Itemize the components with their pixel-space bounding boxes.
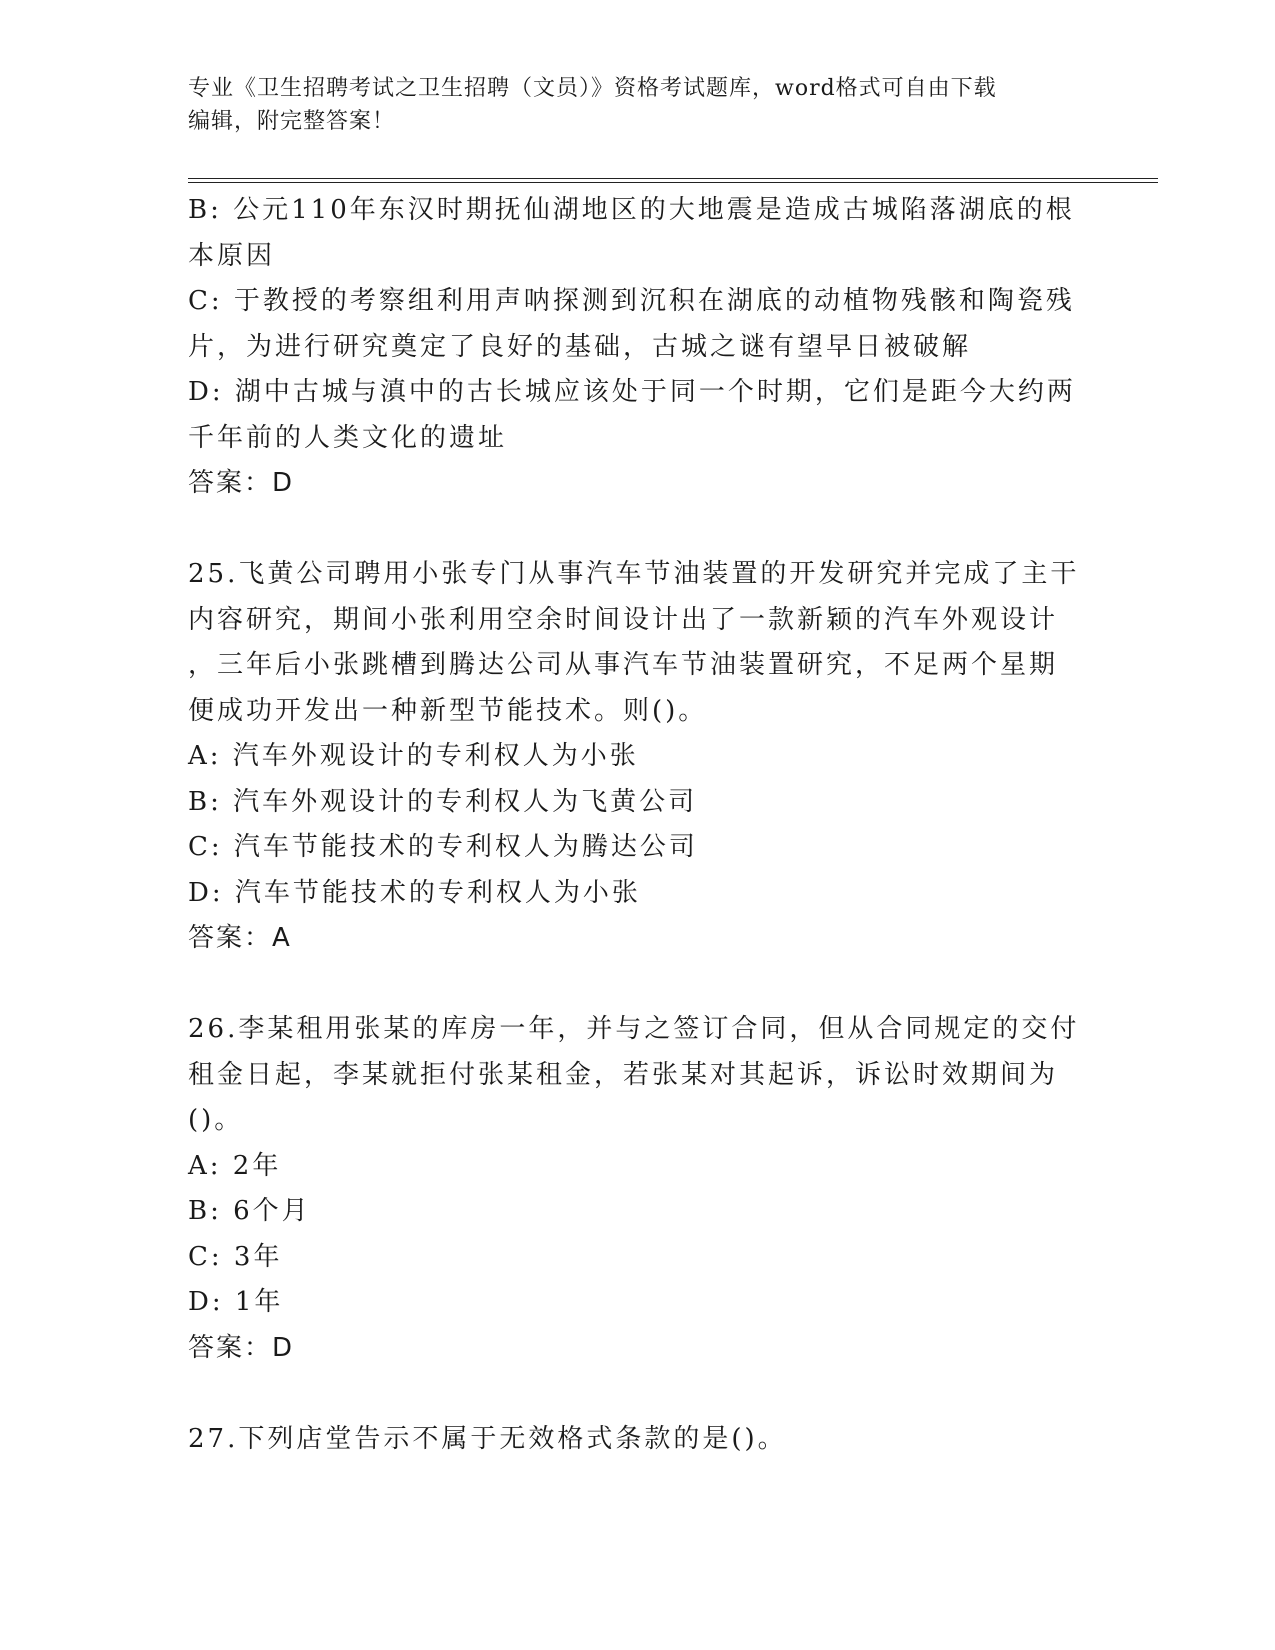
q25-stem-line4: 便成功开发出一种新型节能技术。则()。: [188, 695, 708, 726]
q25-option-d: D: 汽车节能技术的专利权人为小张: [188, 877, 641, 908]
q24-option-c-line1: C: 于教授的考察组利用声呐探测到沉积在湖底的动植物残骸和陶瓷残: [188, 286, 1075, 316]
q26-option-d: D: 1年: [188, 1287, 284, 1317]
spacer: [188, 507, 1088, 553]
q24-option-b-line2: 本原因: [188, 240, 276, 271]
q26-stem-line2: 租金日起，李某就拒付张某租金，若张某对其起诉，诉讼时效期间为: [188, 1059, 1059, 1090]
q25-stem-line3: ，三年后小张跳槽到腾达公司从事汽车节油装置研究，不足两个星期: [188, 650, 1059, 680]
q26-stem-line1: 26.李某租用张某的库房一年，并与之签订合同，但从合同规定的交付: [188, 1014, 1080, 1044]
q25-stem-line2: 内容研究，期间小张利用空余时间设计出了一款新颖的汽车外观设计: [188, 604, 1059, 635]
q26-option-c: C: 3年: [188, 1241, 283, 1272]
question-27: [188, 1417, 1088, 1463]
q26-option-b: B: 6个月: [188, 1196, 311, 1226]
q26-stem-line3: ()。: [188, 1105, 244, 1135]
header-line-2: 编辑，附完整答案！: [188, 109, 396, 134]
q24-answer: 答案：D: [188, 468, 295, 498]
q25-option-b: B: 汽车外观设计的专利权人为飞黄公司: [188, 786, 698, 817]
q25-answer: 答案：A: [188, 923, 292, 953]
q24-option-c-line2: 片，为进行研究奠定了良好的基础，古城之谜有望早日被破解: [188, 331, 972, 362]
header-divider: [188, 178, 1158, 183]
header-line-1: 专业《卫生招聘考试之卫生招聘（文员）》资格考试题库，word格式可自由下载: [188, 76, 997, 101]
q25-option-a: A: 汽车外观设计的专利权人为小张: [188, 741, 639, 771]
q27-stem-line1: 27.下列店堂告示不属于无效格式条款的是()。: [188, 1423, 787, 1454]
spacer: [188, 962, 1088, 1008]
q24-option-d-line1: D: 湖中古城与滇中的古长城应该处于同一个时期，它们是距今大约两: [188, 377, 1076, 407]
spacer: [188, 1371, 1088, 1417]
question-26: [188, 1007, 1088, 1371]
q25-option-c: C: 汽车节能技术的专利权人为腾达公司: [188, 832, 698, 862]
q24-option-b-line1: B: 公元110年东汉时期抚仙湖地区的大地震是造成古城陷落湖底的根: [188, 195, 1075, 225]
question-content: [188, 188, 1088, 1462]
document-header: [188, 72, 1088, 138]
q26-answer: 答案：D: [188, 1332, 295, 1363]
question-24-tail: [188, 188, 1088, 507]
question-25: [188, 552, 1088, 962]
q24-option-d-line2: 千年前的人类文化的遗址: [188, 422, 508, 453]
q26-option-a: A: 2年: [188, 1150, 282, 1181]
q25-stem-line1: 25.飞黄公司聘用小张专门从事汽车节油装置的开发研究并完成了主干: [188, 559, 1080, 589]
